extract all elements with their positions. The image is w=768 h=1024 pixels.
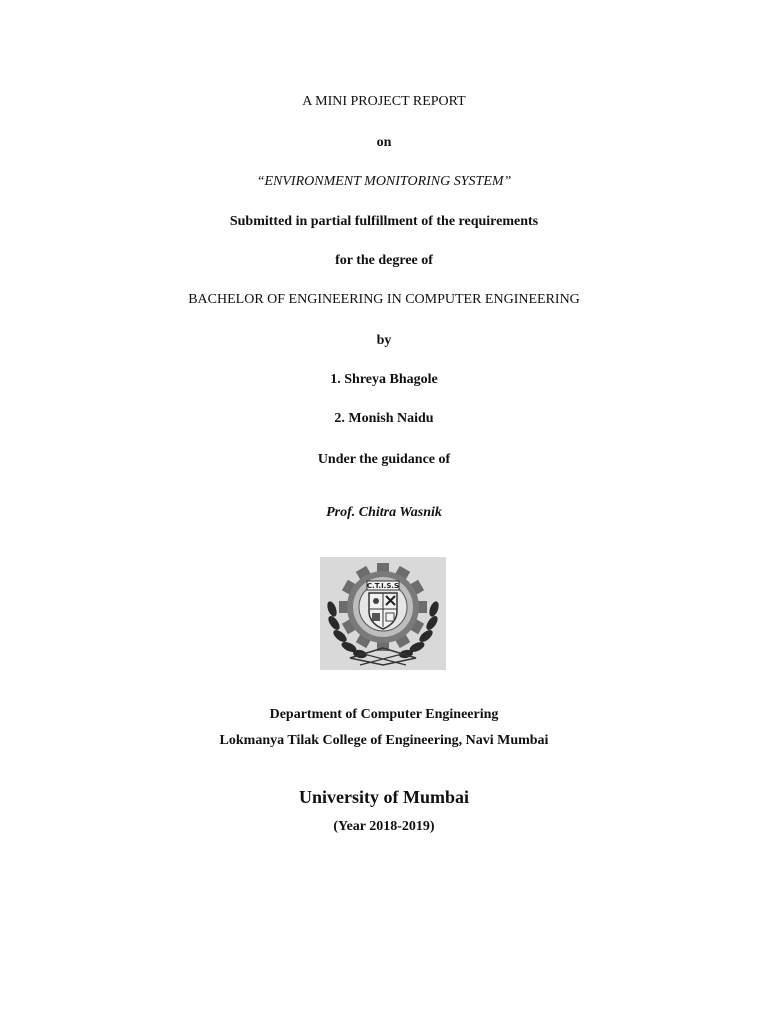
guidance-intro: Under the guidance of (317, 452, 451, 467)
guide-name: Prof. Chitra Wasnik (326, 505, 442, 520)
by-label: by (376, 333, 392, 348)
svg-text:C.T.I.S.S: C.T.I.S.S (366, 582, 400, 590)
author-1: 1. Shreya Bhagole (330, 372, 438, 387)
submitted-text: Submitted in partial fulfillment of the requirements (229, 214, 539, 229)
college-name: Lokmanya Tilak College of Engineering, Navi Mumbai (219, 733, 549, 748)
college-logo (320, 557, 446, 670)
department: Department of Computer Engineering (269, 707, 499, 722)
degree-name: BACHELOR OF ENGINEERING IN COMPUTER ENGINEERING (188, 292, 580, 307)
college-emblem-icon (320, 557, 446, 670)
project-title: “ENVIRONMENT MONITORING SYSTEM” (256, 174, 512, 189)
degree-intro: for the degree of (335, 253, 433, 268)
report-heading: A MINI PROJECT REPORT (302, 94, 466, 109)
on-label: on (376, 135, 392, 150)
author-2: 2. Monish Naidu (334, 411, 434, 426)
university-name: University of Mumbai (299, 787, 469, 807)
academic-year: (Year 2018-2019) (333, 819, 435, 834)
